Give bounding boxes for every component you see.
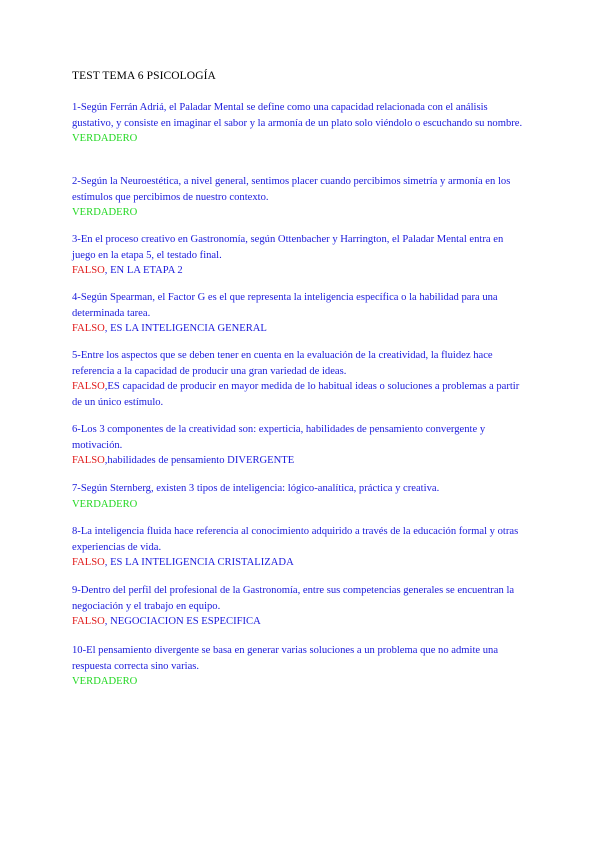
answer-key: FALSO — [72, 557, 105, 569]
question-text: 7-Según Sternberg, existen 3 tipos de inteligencia: lógico-analítica, práctica y creativa. — [72, 483, 440, 494]
question-item — [72, 481, 528, 512]
answer-line — [72, 205, 528, 221]
question-item — [72, 174, 528, 221]
question-item — [72, 643, 528, 690]
answer-line — [72, 379, 528, 410]
question-text: 8-La inteligencia fluida hace referencia al conocimiento adquirido a través de la educación formal y otras experiencias de vida. — [72, 526, 519, 553]
question-text: 2-Según la Neuroestética, a nivel general, sentimos placer cuando percibimos simetría y armonía en los estímulos que percibimos de nuestro contexto. — [72, 176, 511, 203]
answer-line — [72, 321, 528, 337]
answer-line — [72, 131, 528, 147]
question-text: 4-Según Spearman, el Factor G es el que representa la inteligencia específica o la habilidad para una determinada tarea. — [72, 292, 498, 319]
question-text: 9-Dentro del perfil del profesional de la Gastronomía, entre sus competencias generales se encuentran la negociación y el trabajo en equipo. — [72, 585, 515, 612]
answer-detail: ,habilidades de pensamiento DIVERGENTE — [104, 455, 295, 467]
question-item — [72, 290, 528, 337]
answer-key: FALSO — [72, 455, 105, 467]
question-item — [72, 232, 528, 279]
answer-detail: , EN LA ETAPA 2 — [104, 265, 183, 277]
question-item — [72, 100, 528, 147]
answer-detail: , NEGOCIACION ES ESPECIFICA — [104, 616, 261, 628]
answer-line — [72, 263, 528, 279]
answer-line — [72, 674, 528, 690]
answer-line — [72, 453, 528, 469]
question-item — [72, 524, 528, 571]
question-item — [72, 422, 528, 469]
answer-key: FALSO — [72, 381, 105, 393]
answer-key: FALSO — [72, 616, 105, 628]
answer-detail: ,ES capacidad de producir en mayor medida de lo habitual ideas o soluciones a problemas a partir de un único estímulo. — [72, 381, 520, 408]
question-item — [72, 583, 528, 630]
question-text: 10-El pensamiento divergente se basa en generar varias soluciones a un problema que no admite una respuesta correcta sino varias. — [72, 645, 499, 672]
answer-line — [72, 614, 528, 630]
answer-key: VERDADERO — [72, 498, 138, 510]
answer-line — [72, 497, 528, 513]
answer-key: VERDADERO — [72, 676, 138, 688]
document-title: TEST TEMA 6 PSICOLOGÍA — [72, 70, 216, 82]
answer-key: FALSO — [72, 323, 105, 335]
question-text: 3-En el proceso creativo en Gastronomía, según Ottenbacher y Harrington, el Paladar Mental entra en juego en la etapa 5, el testado final. — [72, 234, 504, 261]
answer-line — [72, 555, 528, 571]
question-text: 6-Los 3 componentes de la creatividad son: experticia, habilidades de pensamiento convergente y motivación. — [72, 424, 486, 451]
question-item — [72, 348, 528, 410]
answer-detail: , ES LA INTELIGENCIA GENERAL — [104, 323, 267, 335]
answer-key: VERDADERO — [72, 133, 138, 145]
question-text: 1-Según Ferrán Adriá, el Paladar Mental se define como una capacidad relacionada con el análisis gustativo, y consiste en imaginar el sabor y la armonía de un plato solo viéndolo o escuchando su nombre. — [72, 102, 523, 129]
answer-detail: , ES LA INTELIGENCIA CRISTALIZADA — [104, 557, 294, 569]
answer-key: FALSO — [72, 265, 105, 277]
question-text: 5-Entre los aspectos que se deben tener en cuenta en la evaluación de la creatividad, la fluidez hace referencia a la capacidad de producir una gran variedad de ideas. — [72, 350, 493, 377]
answer-key: VERDADERO — [72, 207, 138, 219]
